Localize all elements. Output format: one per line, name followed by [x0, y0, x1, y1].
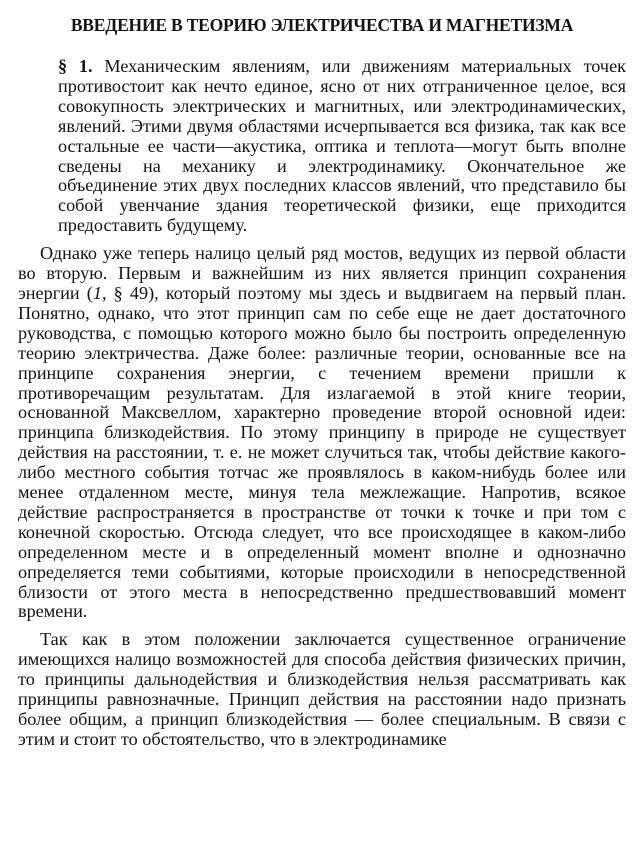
page-heading: ВВЕДЕНИЕ В ТЕОРИЮ ЭЛЕКТРИЧЕСТВА И МАГНЕТИЗМА	[70, 15, 574, 35]
paragraph-2-text-end: , § 49), который поэтому мы здесь и выдвигаем на первый план. Понятно, однако, что этот принцип сам по себе еще не дает достаточного руководства, с помощью которого можно было бы построить определенную теорию электричества. Даже более: различные теории, основанные все на принципе сохранения энергии, с течением времени пришли к противоречащим результатам. Для излагаемой в этой книге теории, основанной Максвеллом, характерно проведение второй основной идеи: принципа близкодействия. По этому принципу в природе не существует действия на расстоянии, т. е. не может случиться так, чтобы действие какого-либо местного события тотчас же проявлялось в каком-нибудь более или менее отдаленном месте, минуя тела межлежащие. Напротив, всякое действие распространяется в пространстве от точки к точке и при том с конечной скоростью. Отсюда следует, что все происходящее в каком-либо определенном месте и в определенный момент вполне и однозначно определяется теми событиями, которые происходили в непосредственной близости от этого места в непосредственно предшествовавший момент времени.	[18, 282, 626, 622]
paragraph-1-text: Механическим явлениям, или движениям материальных точек противостоит как нечто единое, ясно от них отграниченное целое, вся совокупность электрических и магнитных, или электродинамических, явлений. Этими двумя областями исчерпывается вся физика, так как все остальные ее части—акустика, оптика и теплота—могут быть вполне сведены на механику и электродинамику. Окончательное же объединение этих двух последних классов явлений, что представило бы собой увенчание здания теоретической физики, еще приходится предоставить будущему.	[58, 56, 626, 236]
section-number: § 1.	[58, 56, 93, 76]
paragraph-2	[18, 244, 626, 622]
paragraph-3	[18, 630, 626, 749]
paragraph-2-text-start: Однако уже теперь налицо целый ряд мостов, ведущих из первой области во вторую. Первым и важнейшим из них является принцип сохранения энергии (	[18, 243, 626, 303]
paragraph-3-text: Так как в этом положении заключается существенное ограничение имеющихся налицо возможностей для способа действия физических причин, то принципы дальнодействия и близкодействия нельзя рассматривать как принципы равнозначные. Принцип действия на расстоянии надо признать более общим, а принцип близкодействия — более специальным. В связи с этим и стоит то обстоятельство, что в электродинамике	[18, 629, 626, 749]
volume-reference: 1	[92, 282, 102, 303]
paragraph-1	[18, 57, 626, 236]
